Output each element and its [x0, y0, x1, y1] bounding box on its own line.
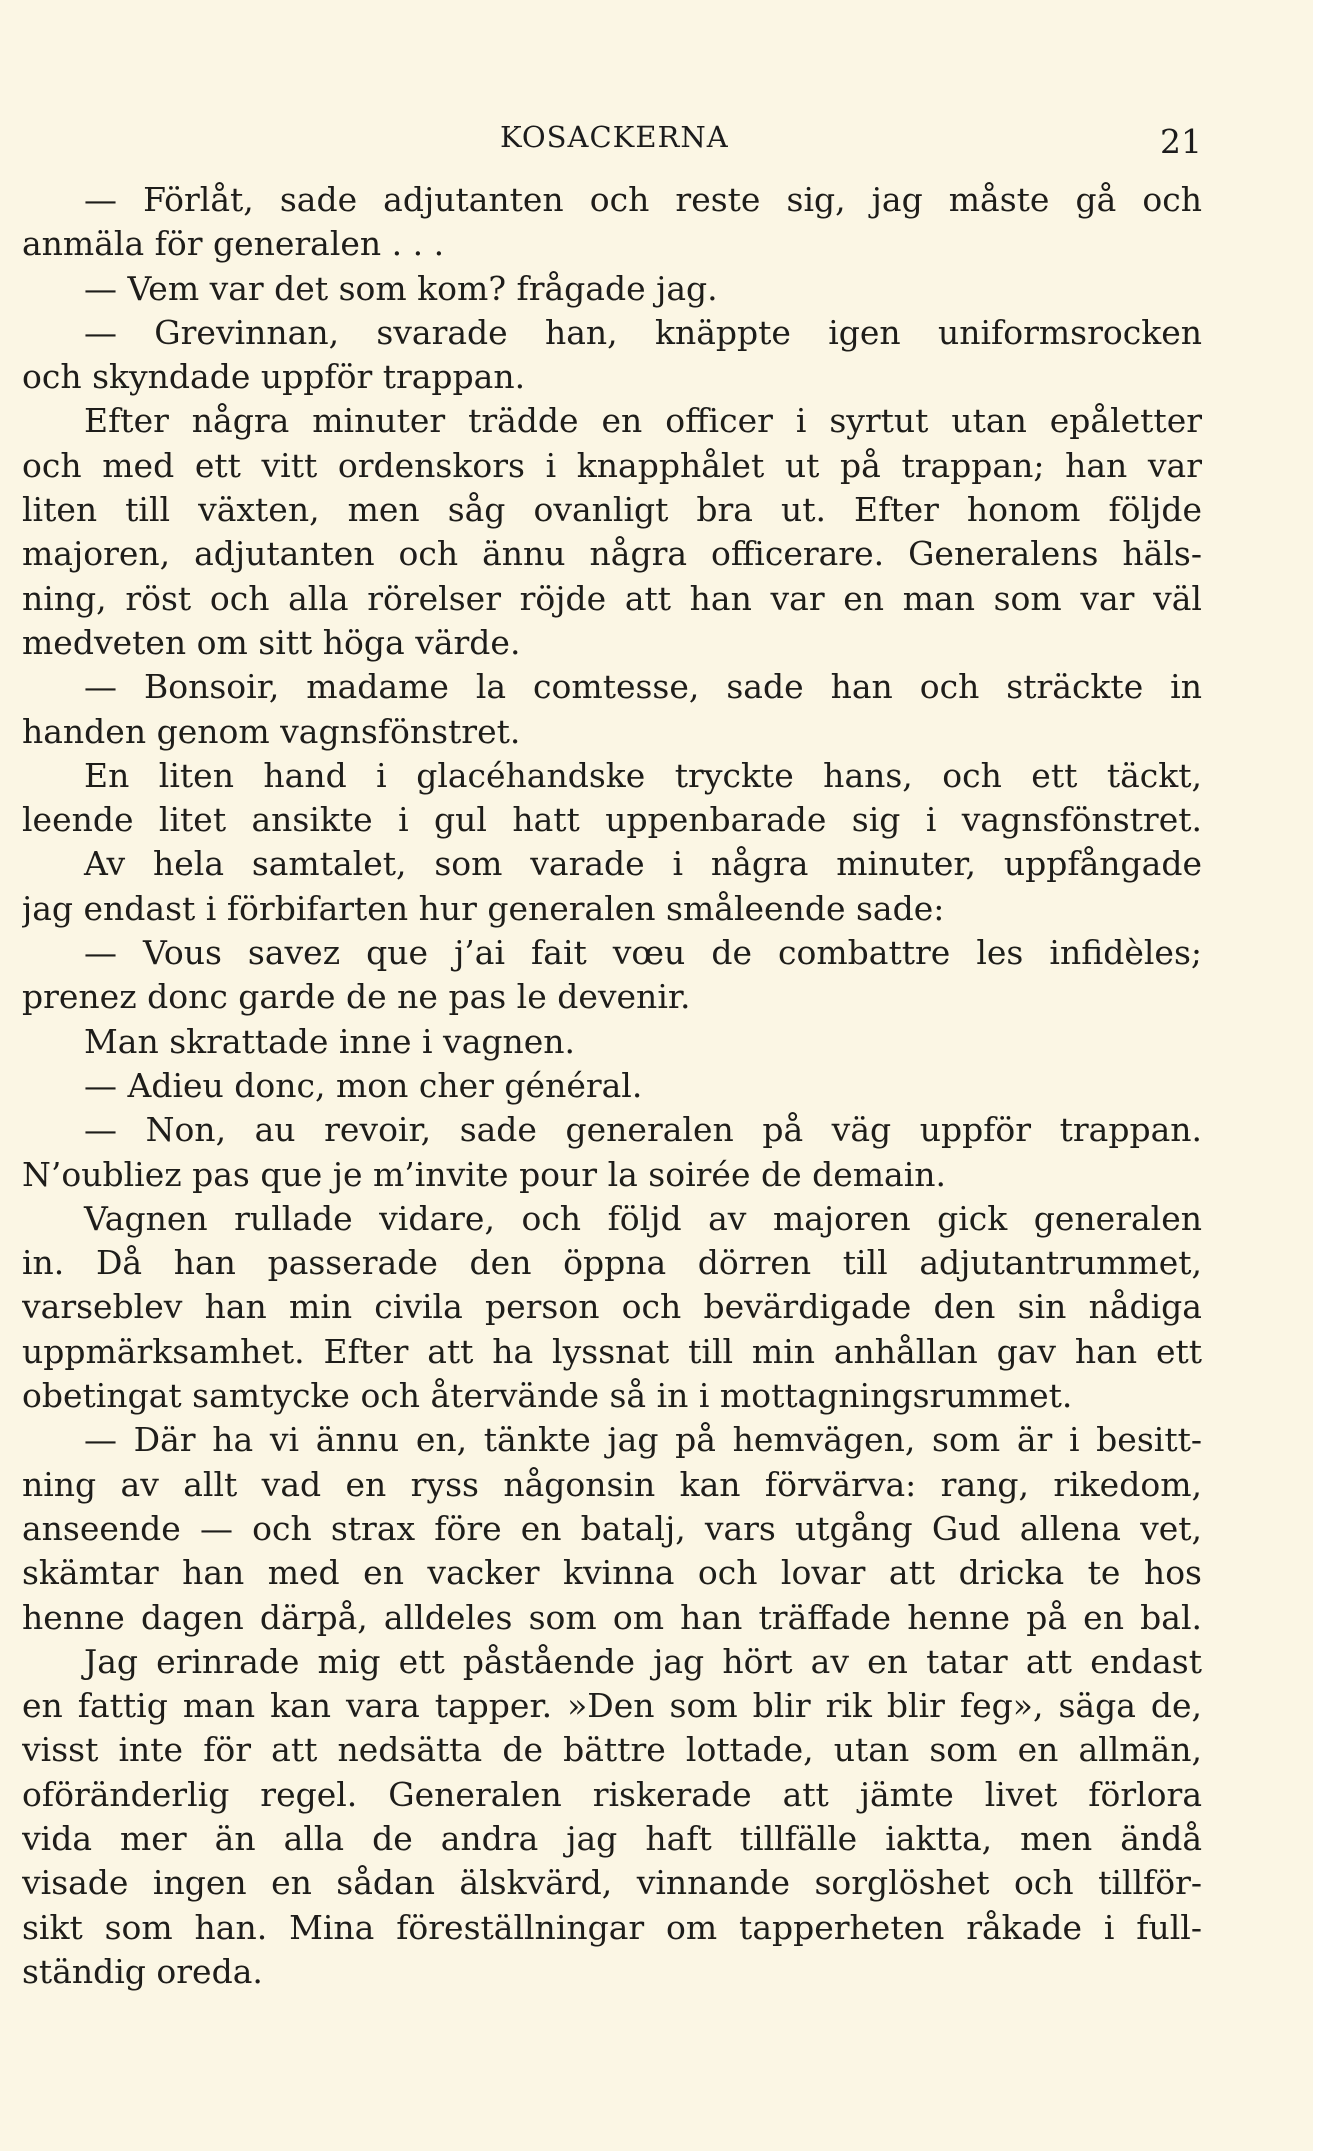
text-line: — Vem var det som kom? frågade jag. — [84, 268, 718, 308]
text-line: uppmärksamhet. Efter att ha lyssnat till min anhållan gav han ett — [22, 1331, 1202, 1371]
page-edge — [1313, 0, 1323, 2151]
text-line: en fattig man kan vara tapper. »Den som blir rik blir feg», säga de, — [22, 1686, 1202, 1726]
text-line: ständig oreda. — [22, 1951, 263, 1991]
text-line: skämtar han med en vacker kvinna och lovar att dricka te hos — [22, 1553, 1202, 1593]
text-line: prenez donc garde de ne pas le devenir. — [22, 977, 691, 1017]
text-line: — Bonsoir, madame la comtesse, sade han och sträckte in — [84, 667, 1202, 707]
text-line: liten till växten, men såg ovanligt bra ut. Efter honom följde — [22, 490, 1202, 530]
text-line: — Non, au revoir, sade generalen på väg uppför trappan. — [84, 1110, 1202, 1150]
text-line: varseblev han min civila person och bevärdigade den sin nådiga — [22, 1287, 1202, 1327]
text-line: in. Då han passerade den öppna dörren till adjutantrummet, — [22, 1243, 1202, 1283]
text-line: sikt som han. Mina föreställningar om tapperheten råkade i full- — [22, 1907, 1202, 1947]
body-text — [22, 178, 1202, 1994]
page-number: 21 — [1160, 122, 1202, 161]
text-line: — Förlåt, sade adjutanten och reste sig, jag måste gå och — [84, 180, 1202, 219]
text-line: anmäla för generalen . . . — [22, 224, 445, 264]
text-line: jag endast i förbifarten hur generalen småleende sade: — [22, 888, 945, 928]
text-line: Av hela samtalet, som varade i några minuter, uppfångade — [84, 844, 1202, 884]
text-line: N’oubliez pas que je m’invite pour la soirée de demain. — [22, 1154, 947, 1194]
text-line: En liten hand i glacéhandske tryckte hans, och ett täckt, — [84, 755, 1202, 795]
running-header — [22, 120, 1202, 160]
text-line: och med ett vitt ordenskors i knapphålet ut på trappan; han var — [22, 445, 1202, 485]
text-line: visade ingen en sådan älskvärd, vinnande sorglöshet och tillför- — [22, 1863, 1202, 1903]
text-line: Man skrattade inne i vagnen. — [84, 1021, 576, 1061]
text-line: leende litet ansikte i gul hatt uppenbarade sig i vagnsfönstret. — [22, 800, 1202, 840]
text-line: ning, röst och alla rörelser röjde att han var en man som var väl — [22, 578, 1202, 618]
text-line: majoren, adjutanten och ännu några officerare. Generalens häls- — [22, 534, 1202, 574]
text-line: anseende — och strax före en batalj, vars utgång Gud allena vet, — [22, 1508, 1202, 1548]
text-line: — Vous savez que j’ai fait vœu de combattre les infidèles; — [84, 933, 1202, 973]
text-line: handen genom vagnsfönstret. — [22, 711, 521, 751]
text-line: obetingat samtycke och återvände så in i mottagningsrummet. — [22, 1376, 1073, 1416]
text-line: henne dagen därpå, alldeles som om han träffade henne på en bal. — [22, 1597, 1202, 1637]
text-line: vida mer än alla de andra jag haft tillfälle iaktta, men ändå — [22, 1818, 1202, 1858]
text-line: ning av allt vad en ryss någonsin kan förvärva: rang, rikedom, — [22, 1464, 1202, 1504]
text-line: oföränderlig regel. Generalen riskerade att jämte livet förlora — [22, 1774, 1202, 1814]
text-line: — Adieu donc, mon cher général. — [84, 1065, 643, 1105]
text-line: Efter några minuter trädde en officer i syrtut utan epåletter — [84, 401, 1202, 441]
text-line: medveten om sitt höga värde. — [22, 622, 521, 662]
text-line: — Där ha vi ännu en, tänkte jag på hemvägen, som är i besitt- — [84, 1420, 1202, 1460]
text-line: visst inte för att nedsätta de bättre lottade, utan som en allmän, — [22, 1730, 1202, 1770]
text-line: och skyndade uppför trappan. — [22, 357, 526, 397]
running-title: KOSACKERNA — [500, 120, 729, 154]
text-line: Vagnen rullade vidare, och följd av majoren gick generalen — [84, 1198, 1202, 1238]
text-line: Jag erinrade mig ett påstående jag hört av en tatar att endast — [84, 1641, 1202, 1681]
text-line: — Grevinnan, svarade han, knäppte igen uniformsrocken — [84, 312, 1202, 352]
